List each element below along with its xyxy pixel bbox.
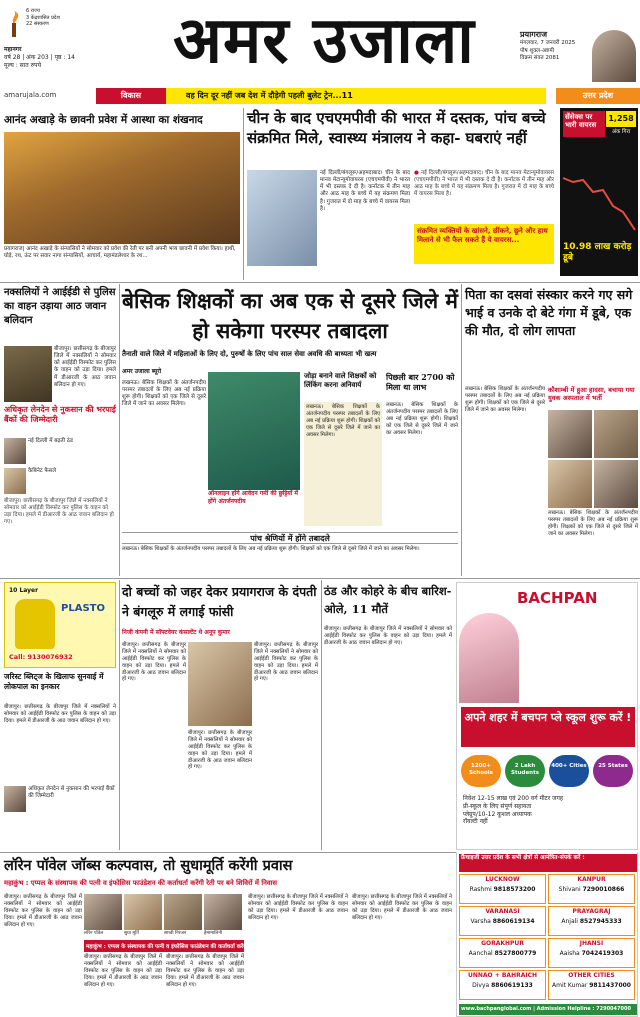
lead-headline[interactable]: बेसिक शिक्षकों का अब एक से दूसरे जिले में हो सकेगा परस्पर तबादला	[122, 288, 458, 343]
contact-city: LUCKNOW	[485, 876, 520, 883]
stat-students: 2 Lakh Students	[505, 755, 545, 787]
sensex-loss: 10.98 लाख करोड़ डूबे	[563, 242, 632, 263]
bengaluru-body: बीजापुर। छत्तीसगढ़ के बीजापुर जिले में नक्सलियों ने सोमवार को आईईडी विस्फोट कर पुलिस के वाहन को उड़ा दिया। हमले में डीआरजी के आठ जवान बलिदान हो गए।	[122, 642, 186, 683]
lead-box-title: जोड़ा बनाने वाले शिक्षकों को लिंकिंग करना अनिवार्य	[304, 371, 377, 389]
powell-highlight: महाकुंभ : एप्पल के संस्थापक की पत्नी व इंफोसिस फाउंडेशन की कर्ताधर्ता करेंगी रेती पर बने शिविरों में निवास	[84, 940, 244, 952]
region-label: उत्तर प्रदेश	[556, 88, 640, 104]
franchise-contact[interactable]	[548, 906, 635, 936]
stat-schools: 1200+ Schools	[461, 755, 501, 787]
contact-phone[interactable]: 8860619134	[492, 918, 535, 925]
powell-captions	[84, 931, 244, 939]
franchise-head: फ्रैंचाइजी उत्तर प्रदेश के सभी क्षेत्रों से आमंत्रित-संपर्क करें :	[459, 854, 637, 872]
sensex-title: सेंसेक्स पर भारी वायरस	[563, 111, 605, 137]
caption-sudha: सुधा मूर्ति	[124, 931, 139, 936]
teacher-photo	[208, 372, 300, 490]
plasto-capacity: 10 Layer	[9, 587, 39, 594]
weather-body: बीजापुर। छत्तीसगढ़ के बीजापुर जिले में नक्सलियों ने सोमवार को आईईडी विस्फोट कर पुलिस के वाहन को उड़ा दिया। हमले में डीआरजी के आठ जवान बलिदान हो गए।	[324, 626, 452, 646]
naxal-photo	[4, 346, 52, 402]
bengaluru-body-2: बीजापुर। छत्तीसगढ़ के बीजापुर जिले में नक्सलियों ने सोमवार को आईईडी विस्फोट कर पुलिस के वाहन को उड़ा दिया। हमले में डीआरजी के आठ जवान बलिदान हो गए।	[254, 642, 318, 683]
meta-line: वर्ष 28 | अंक 203 | पृष्ठ : 14	[4, 53, 75, 61]
franchise-contact[interactable]	[548, 874, 635, 904]
brief-4: अधिकृत लेनदेन से नुकसान की भरपाई बैंकों की जिम्मेदारी	[28, 786, 115, 800]
brief-1: नई दिल्ली में बढ़ती ठंड	[28, 438, 73, 444]
vikram: विक्रम संवत 2081	[520, 54, 560, 61]
bengaluru-sub: निजी कंपनी में सॉफ्टवेयर कंसल्टेंट थे अनूप कुमार	[122, 629, 230, 636]
ticker-text[interactable]: वह दिन दूर नहीं जब देश में दौड़ेगी पहली बुलेट ट्रेन...11	[166, 88, 546, 104]
powell-body-2: बीजापुर। छत्तीसगढ़ के बीजापुर जिले में नक्सलियों ने सोमवार को आईईडी विस्फोट कर पुलिस के वाहन को उड़ा दिया। हमले में डीआरजी के आठ जवान बलिदान हो गए।	[84, 954, 162, 988]
couple-photo	[188, 642, 252, 726]
hmpv-body-col2: ● नई दिल्ली/बंगलूरू/अहमदाबाद। चीन के बाद मानव मेटान्यूमोवायरस (एचएमपीवी) ने भारत में भी दस्तक दे दी है। कर्नाटक में तीन माह और आठ माह के बच्चे में यह संक्रमण मिला है। गुजरात में दो माह के बच्चे में वायरस मिला है।	[414, 170, 555, 198]
contact-name: Rashmi	[469, 886, 494, 893]
sensex-value: 1,258	[606, 111, 636, 127]
bullet-3: प्लेग्रुप/10-12 कुशल अध्यापक	[463, 810, 532, 818]
contact-name: Aanchal	[468, 950, 495, 957]
franchise-contact[interactable]	[459, 906, 546, 936]
pm-photo	[592, 30, 636, 82]
contact-city: PRAYAGRAJ	[572, 908, 611, 915]
contact-line	[549, 949, 634, 959]
plasto-ad[interactable]	[4, 582, 116, 668]
bachpan-ad[interactable]	[456, 582, 638, 850]
section-label: विकास	[96, 88, 166, 104]
logo: अमर उजाला	[173, 3, 475, 78]
cricket-headline[interactable]: जरिस्ट ब्लिट्ज के खिलाफ सुनवाई में लोकपाल का इनकार	[4, 672, 104, 691]
powell-photo	[84, 894, 122, 930]
contact-city: UNNAO + BAHRAICH	[467, 972, 538, 979]
bachpan-logo: BACHPAN	[517, 589, 598, 607]
contacts-grid	[459, 874, 637, 1002]
contact-line	[460, 949, 545, 959]
contact-city: JHANSI	[579, 940, 604, 947]
sensex-unit: अंक गिरा	[611, 129, 631, 135]
contact-phone[interactable]: 7290010866	[582, 886, 625, 893]
brief-photo-3	[4, 786, 26, 812]
plasto-brand: PLASTO	[61, 603, 105, 614]
contact-phone[interactable]: 9818573200	[493, 886, 536, 893]
child-mask-photo	[247, 170, 317, 266]
bullet-1: निवेश 12-15 लाख एवं 200 वर्ग मीटर जगह	[463, 795, 564, 802]
victim-photo-3	[548, 460, 592, 508]
caption-hema: हेमामालिनी	[204, 931, 222, 936]
brief-3: बीजापुर। छत्तीसगढ़ के बीजापुर जिले में नक्सलियों ने सोमवार को आईईडी विस्फोट कर पुलिस के वाहन को उड़ा दिया। हमले में डीआरजी के आठ जवान बलिदान हो गए।	[4, 498, 114, 526]
contact-phone[interactable]: 7042419303	[581, 950, 624, 957]
contact-phone[interactable]: 8527800779	[494, 950, 537, 957]
lead-subhead: तैनाती वाले जिले में महिलाओं के लिए दो, पुरुषों के लिए पांच साल सेवा अवधि की बाध्यता भी खत्म	[122, 350, 377, 358]
franchise-contact[interactable]	[459, 970, 546, 1000]
kumbh-caption: प्रयागराज| आनंद अखाड़े के संन्यासियों ने सोमवार को प्रवेश की रेती पर बनी अपनी भव्य छावनी में प्रवेश किया। हाथी, घोड़े, रथ, ऊंट पर सवार नागा संन्यासियों, आचार्य, महामंडलेश्वर के रथ...	[4, 246, 236, 260]
weather-headline[interactable]: ठंड और कोहरे के बीच बारिश-ओले, 11 मौतें	[324, 584, 452, 616]
contact-line	[460, 917, 545, 927]
contact-name: Divya	[472, 982, 492, 989]
contact-line	[460, 981, 545, 991]
naxal-body: बीजापुर। छत्तीसगढ़ के बीजापुर जिले में नक्सलियों ने सोमवार को आईईडी विस्फोट कर पुलिस के वाहन को उड़ा दिया। हमले में डीआरजी के आठ जवान बलिदान हो गए।	[54, 346, 116, 388]
powell-body-5: बीजापुर। छत्तीसगढ़ के बीजापुर जिले में नक्सलियों ने सोमवार को आईईडी विस्फोट कर पुलिस के वाहन को उड़ा दिया। हमले में डीआरजी के आठ जवान बलिदान हो गए।	[352, 894, 452, 921]
bachpan-tagline: अपने शहर में बचपन प्ले स्कूल शुरू करें !	[461, 707, 635, 747]
contact-line	[549, 981, 634, 991]
lead-byline: अमर उजाला ब्यूरो	[122, 368, 162, 375]
kumbh-headline[interactable]: आनंद अखाड़े के छावनी प्रवेश में आस्था का शंखनाद	[4, 114, 203, 126]
bachpan-footer[interactable]: www.bachpanglobal.com | Admission Helpline : 7290047000	[459, 1004, 637, 1015]
lead-body: लखनऊ। बेसिक शिक्षकों के अंतर्जनपदीय परस्पर तबादलों के लिए अब नई प्रक्रिया शुरू होगी। शिक्षकों को एक जिले से दूसरे जिले में जाने का अवसर मिलेगा।	[122, 380, 206, 408]
lead-box-body: लखनऊ। बेसिक शिक्षकों के अंतर्जनपदीय परस्पर तबादलों के लिए अब नई प्रक्रिया शुरू होगी। शिक्षकों को एक जिले से दूसरे जिले में जाने का अवसर मिलेगा।	[304, 402, 382, 526]
masthead	[0, 0, 640, 82]
hmpv-box: संक्रमित व्यक्तियों के खांसने, छींकने, छूने और हाथ मिलाने से भी फैल सकते हैं ये वायरस...	[414, 224, 554, 264]
lead-photo-caption: ऑनलाइन होंगे आवेदन गर्मी की छुट्टियों में होंगे अंतर्जनपदीय	[208, 490, 298, 505]
contact-city: GORAKHPUR	[481, 940, 524, 947]
powell-sub: महाकुंभ : एप्पल के संस्थापक की पत्नी व इंफोसिस फाउंडेशन की कर्ताधर्ता करेंगी रेती पर बने शिविरों में निवास	[4, 879, 277, 887]
contact-line	[549, 917, 634, 927]
bachpan-kid-photo	[459, 613, 519, 703]
tag-uts: 3 केंद्रशासित प्रदेश	[26, 14, 60, 21]
caption-powell: लॉरेन पॉवेल	[84, 931, 104, 936]
sudha-photo	[124, 894, 162, 930]
sensex-chart	[563, 168, 635, 238]
niranjan-photo	[164, 894, 202, 930]
samvat: पौष शुक्ल-अष्टमी	[520, 47, 555, 54]
victim-photo-4	[594, 460, 638, 508]
price-line: मूल्य : सात रुपये	[4, 61, 42, 69]
bachpan-stats	[461, 751, 635, 791]
bullet-4: रॉयल्टी नहीं	[463, 818, 488, 826]
franchise-contact[interactable]	[459, 874, 546, 904]
naxal-headline[interactable]: नक्सलियों ने आईईडी से पुलिस का वाहन उड़ाया आठ जवान बलिदान	[4, 287, 116, 326]
tag-editions: 22 संस्करण	[26, 21, 49, 27]
brief-2: कैबिनेट फैसले	[28, 468, 57, 474]
funeral-body: लखनऊ। बेसिक शिक्षकों के अंतर्जनपदीय परस्पर तबादलों के लिए अब नई प्रक्रिया शुरू होगी। शिक्षकों को एक जिले से दूसरे जिले में जाने का अवसर मिलेगा।	[465, 386, 545, 413]
contact-name: Aaisha	[559, 950, 582, 957]
sensex-panel	[560, 108, 638, 276]
contact-line	[549, 885, 634, 895]
kumbh-photo	[4, 132, 240, 244]
powell-body: बीजापुर। छत्तीसगढ़ के बीजापुर जिले में नक्सलियों ने सोमवार को आईईडी विस्फोट कर पुलिस के वाहन को उड़ा दिया। हमले में डीआरजी के आठ जवान बलिदान हो गए।	[4, 894, 82, 928]
bachpan-bullets	[463, 795, 633, 849]
hmpv-headline[interactable]: चीन के बाद एचएमपीवी की भारत में दस्तक, पांच बच्चे संक्रमित मिले, स्वास्थ्य मंत्रालय ने कहा- घबराएं नहीं	[247, 109, 546, 147]
funeral-body-2: लखनऊ। बेसिक शिक्षकों के अंतर्जनपदीय परस्पर तबादलों के लिए अब नई प्रक्रिया शुरू होगी। शिक्षकों को एक जिले से दूसरे जिले में जाने का अवसर मिलेगा।	[548, 510, 638, 537]
bengaluru-body-3: बीजापुर। छत्तीसगढ़ के बीजापुर जिले में नक्सलियों ने सोमवार को आईईडी विस्फोट कर पुलिस के वाहन को उड़ा दिया। हमले में डीआरजी के आठ जवान बलिदान हो गए।	[188, 730, 252, 771]
victim-photo-1	[548, 410, 592, 458]
bullet-2: प्री-स्कूल के लिए संपूर्ण सहायता	[463, 802, 532, 810]
lead-categories: लखनऊ। बेसिक शिक्षकों के अंतर्जनपदीय परस्पर तबादलों के लिए अब नई प्रक्रिया शुरू होगी। शिक्षकों को एक जिले से दूसरे जिले में जाने का अवसर मिलेगा।	[122, 546, 420, 552]
funeral-headline[interactable]: पिता का दसवां संस्कार करने गए सगे भाई व उनके दो बेटे गंगा में डूबे, एक की मौत, दो लोग लापता	[465, 287, 633, 338]
hmpv-body: नई दिल्ली/बंगलूरू/अहमदाबाद। चीन के बाद मानव मेटान्यूमोवायरस (एचएमपीवी) ने भारत में भी दस्तक दे दी है। कर्नाटक में तीन माह और आठ माह के बच्चे में यह संक्रमण मिला है। गुजरात में दो माह के बच्चे में वायरस मिला है।	[320, 170, 410, 212]
franchise-contact[interactable]	[548, 938, 635, 968]
powell-headline[interactable]: लॉरेन पॉवेल जॉब्स कल्पवास, तो सुधामूर्ति करेंगी प्रवास	[4, 857, 293, 874]
cricket-body: बीजापुर। छत्तीसगढ़ के बीजापुर जिले में नक्सलियों ने सोमवार को आईईडी विस्फोट कर पुलिस के वाहन को उड़ा दिया। हमले में डीआरजी के आठ जवान बलिदान हो गए।	[4, 704, 116, 724]
bengaluru-headline[interactable]: दो बच्चों को जहर देकर प्रयागराज के दंपती ने बंगलूरु में लगाई फांसी	[122, 584, 317, 619]
contact-name: Shivani	[558, 886, 583, 893]
lead-old-rule: पिछली बार 2700 को मिला था लाभ	[386, 372, 455, 392]
stat-states: 25 States	[593, 755, 633, 787]
plasto-phone: Call: 9130076932	[9, 653, 73, 661]
contact-city: KANPUR	[577, 876, 606, 883]
briefs-list	[4, 438, 116, 570]
tag-states: 6 राज्य	[26, 8, 40, 14]
contact-city: VARANASI	[485, 908, 520, 915]
franchise-contact[interactable]	[459, 938, 546, 968]
lead-section-head: पांच श्रेणियों में होंगे तबादले	[122, 532, 458, 544]
hmpv-alert: ●	[414, 170, 420, 176]
contact-name: Varsha	[470, 918, 493, 925]
contact-phone[interactable]: 8860619133	[491, 982, 533, 989]
funeral-side: कौशाम्बी में हुआ हादसा, बचाया गया युवक अस्पताल में भर्ती	[548, 386, 635, 403]
victim-photo-2	[594, 410, 638, 458]
contact-name: Anjali	[561, 918, 580, 925]
hema-photo	[204, 894, 242, 930]
plasto-tank-icon	[15, 599, 55, 649]
brief-photo-1	[4, 438, 26, 464]
brief-bank[interactable]: अधिकृत लेनदेन से नुकसान की भरपाई बैंकों की जिम्मेदारी	[4, 404, 116, 425]
contact-line	[460, 885, 545, 895]
city: प्रयागराज	[520, 30, 548, 39]
contact-city: OTHER CITIES	[568, 972, 615, 979]
contact-phone[interactable]: 8527945333	[579, 918, 622, 925]
powell-body-4: बीजापुर। छत्तीसगढ़ के बीजापुर जिले में नक्सलियों ने सोमवार को आईईडी विस्फोट कर पुलिस के वाहन को उड़ा दिया। हमले में डीआरजी के आठ जवान बलिदान हो गए।	[248, 894, 348, 921]
franchise-contact[interactable]	[548, 970, 635, 1000]
torch-icon	[6, 8, 22, 38]
ticker-bar	[0, 88, 640, 104]
website[interactable]: amarujala.com	[4, 91, 57, 99]
contact-name: Amit Kumar	[552, 982, 590, 989]
powell-body-3: बीजापुर। छत्तीसगढ़ के बीजापुर जिले में नक्सलियों ने सोमवार को आईईडी विस्फोट कर पुलिस के वाहन को उड़ा दिया। हमले में डीआरजी के आठ जवान बलिदान हो गए।	[166, 954, 244, 988]
edition-label: महानगर	[4, 46, 22, 53]
brief-photo-2	[4, 468, 26, 494]
contact-phone[interactable]: 9811437000	[589, 982, 631, 989]
caption-niranjan: साध्वी निरंजन	[164, 931, 187, 936]
lead-old-body: लखनऊ। बेसिक शिक्षकों के अंतर्जनपदीय परस्पर तबादलों के लिए अब नई प्रक्रिया शुरू होगी। शिक्षकों को एक जिले से दूसरे जिले में जाने का अवसर मिलेगा।	[386, 402, 458, 436]
franchise-panel	[456, 852, 638, 1017]
date: मंगलवार, 7 जनवरी 2025	[520, 40, 576, 47]
stat-cities: 400+ Cities	[549, 755, 589, 787]
